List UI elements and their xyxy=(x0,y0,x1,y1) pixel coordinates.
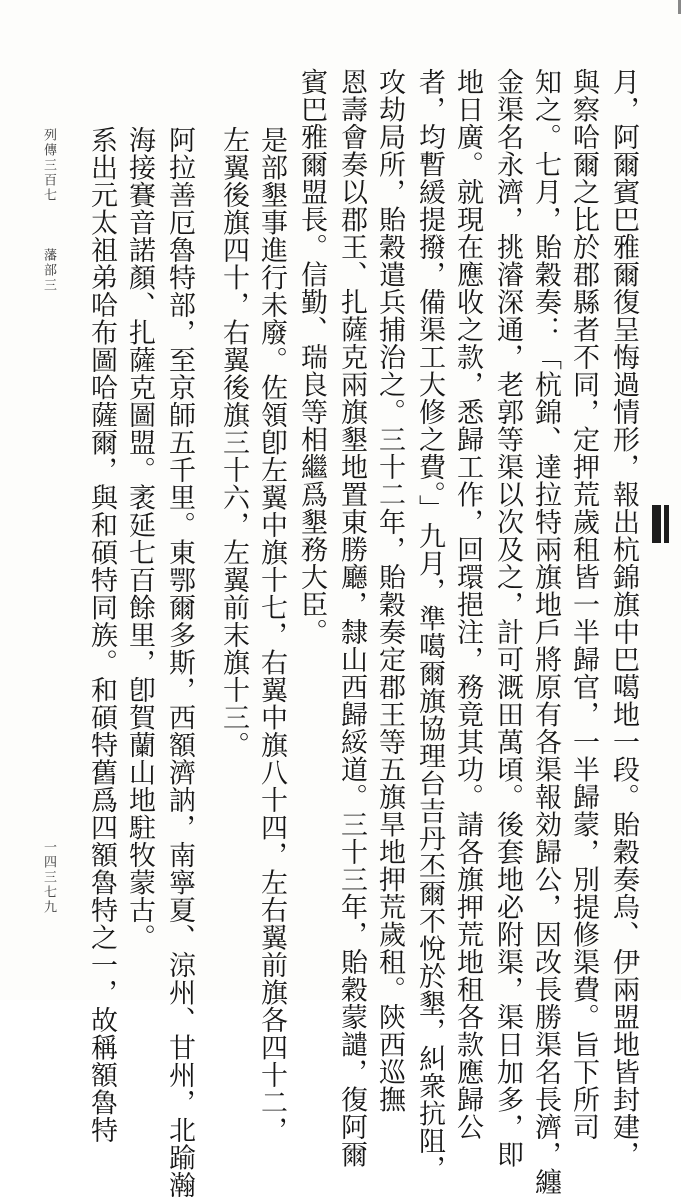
text-column-8: 恩壽會奏以郡王、扎薩克兩旗墾地置東勝廳，隸山西歸綏道。三十三年，貽穀蒙譴，復阿爾 xyxy=(336,68,367,1168)
text-column-13: 海接賽音諾顏、扎薩克圖盟。袤延七百餘里，卽賀蘭山地駐牧蒙古。 xyxy=(124,126,155,951)
text-column-3: 知之。七月，貽穀奏：「杭錦、達拉特兩旗地戶將原有各渠報効歸公，因改長勝渠名長濟，纏 xyxy=(530,68,561,1196)
text-column-6: 者，均暫緩提撥，備渠工大修之費。」九月，準噶爾旗協理台吉丹丕爾不悅於墾，糾衆抗阻， xyxy=(414,68,445,1182)
text-column-9: 賓巴雅爾盟長。信勤、瑞良等相繼爲墾務大臣。 xyxy=(296,68,327,646)
text-column-5: 地日廣。就現在應收之款，悉歸工作，回環挹注，務竟其功。請各旗押荒地租各款應歸公 xyxy=(452,68,483,1141)
page-edge-mark xyxy=(652,505,661,543)
footer-volume: 列傳三百七 xyxy=(41,128,56,203)
text-column-14: 系出元太祖弟哈布圖哈薩爾，與和碩特同族。和碩特舊爲四額魯特之一，故稱額魯特 xyxy=(86,126,117,1144)
footer-section: 藩部三 xyxy=(41,248,56,293)
footer-page-number: 一四三七九 xyxy=(41,840,56,915)
text-column-1: 月，阿爾賓巴雅爾復呈悔過情形，報出杭錦旗中巴噶地一段。貽穀奏烏、伊兩盟地皆封建， xyxy=(608,68,639,1168)
text-column-2: 與察哈爾之比於郡縣者不同，定押荒歲租皆一半歸官，一半歸蒙，別提修渠費。旨下所司 xyxy=(568,68,599,1141)
page-edge-mark xyxy=(664,505,669,543)
text-column-10: 是部墾事進行未廢。佐領卽左翼中旗十七，右翼中旗八十四，左右翼前旗各四十二， xyxy=(256,126,287,1144)
text-column-4: 金渠名永濟，挑濬深通，老郭等渠以次及之，計可溉田萬頃。後套地必附渠，渠日加多，即 xyxy=(492,68,523,1168)
text-column-11: 左翼後旗四十，右翼後旗三十六，左翼前末旗十三。 xyxy=(218,126,249,759)
text-column-12: 阿拉善厄魯特部，至京師五千里。東鄂爾多斯，西額濟訥，南寧夏、涼州、甘州，北踰瀚 xyxy=(164,126,195,1199)
text-column-7: 攻劫局所，貽穀遣兵捕治之。三十二年，貽穀奏定郡王等五旗旱地押荒歲租。陝西巡撫 xyxy=(374,68,405,1113)
